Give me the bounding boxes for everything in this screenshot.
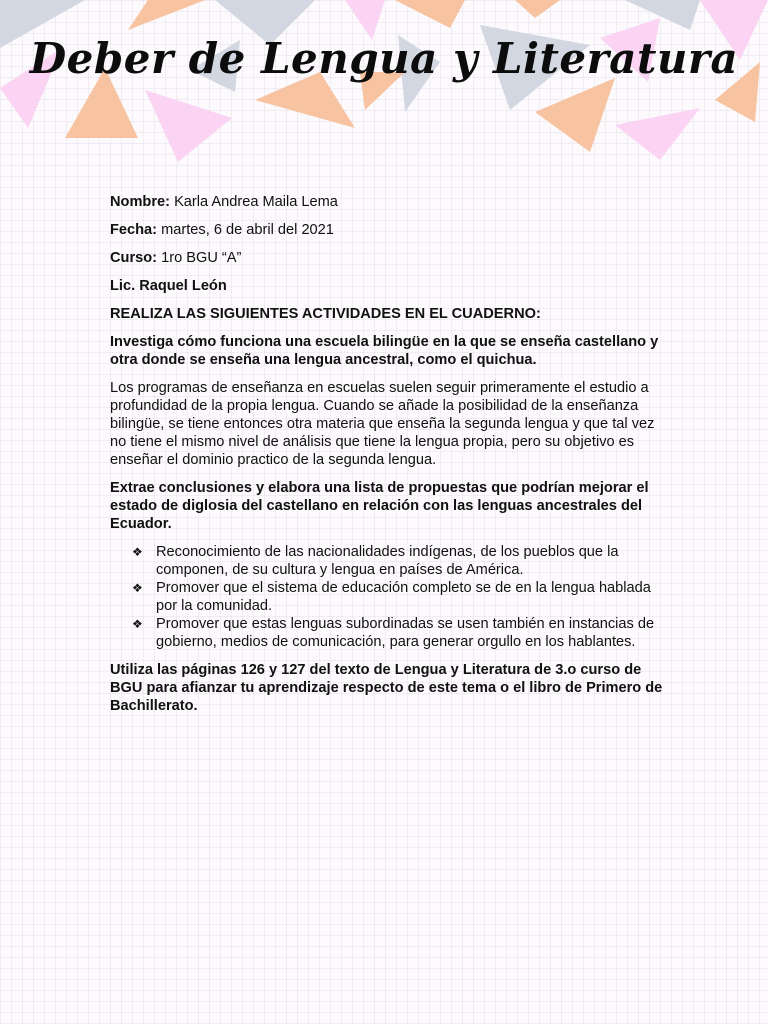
- triangle-gray: [625, 0, 700, 30]
- document-title: Deber de Lengua y Literatura: [29, 34, 739, 83]
- instruction-heading: REALIZA LAS SIGUIENTES ACTIVIDADES EN EL CUADERNO:: [110, 306, 541, 322]
- decorative-triangle-banner: [0, 0, 768, 175]
- field-nombre: [110, 193, 670, 211]
- proposal-text: Promover que el sistema de educación completo se de en la lengua hablada por la comunidad.: [156, 580, 651, 614]
- triangle-pink: [145, 90, 232, 162]
- field-label: Curso:: [110, 250, 158, 266]
- field-fecha: [110, 221, 670, 239]
- list-item: [110, 579, 670, 615]
- field-label: Nombre:: [110, 194, 170, 210]
- list-item: [110, 615, 670, 651]
- answer-1: Los programas de enseñanza en escuelas suelen seguir primeramente el estudio a profundidad de la propia lengua. Cuando se añade la posibilidad de la enseñanza bilingüe, se tiene entonces otra materia que enseña la segunda lengua y que tal vez no tiene el mismo nivel de análisis que tiene la lengua propia, pero su objetivo es enseñar el dominio practico de la segunda lengua.: [110, 380, 655, 468]
- triangle-peach: [535, 78, 615, 152]
- triangle-peach: [395, 0, 465, 28]
- diamond-bullet-icon: ❖: [132, 581, 143, 595]
- document-body: [110, 193, 670, 725]
- teacher-name: Lic. Raquel León: [110, 278, 227, 294]
- field-curso: [110, 249, 670, 267]
- diamond-bullet-icon: ❖: [132, 617, 143, 631]
- question-2: Extrae conclusiones y elabora una lista de propuestas que podrían mejorar el estado de diglosia del castellano en relación con las lenguas ancestrales del Ecuador.: [110, 480, 649, 532]
- question-1: Investiga cómo funciona una escuela bilingüe en la que se enseña castellano y otra donde se enseña una lengua ancestral, como el quichua.: [110, 334, 659, 368]
- field-label: Fecha:: [110, 222, 158, 238]
- proposal-text: Promover que estas lenguas subordinadas se usen también en instancias de gobierno, medios de comunicación, para generar orgullo en los hablantes.: [156, 616, 655, 650]
- question-3: Utiliza las páginas 126 y 127 del texto de Lengua y Literatura de 3.o curso de BGU para afianzar tu aprendizaje respecto de este tema o el libro de Primero de Bachillerato.: [110, 662, 663, 714]
- proposal-list: [110, 543, 670, 651]
- proposal-text: Reconocimiento de las nacionalidades indígenas, de los pueblos que la componen, de su cultura y lengua en países de América.: [156, 544, 619, 578]
- diamond-bullet-icon: ❖: [132, 545, 143, 559]
- triangle-pink: [615, 108, 700, 160]
- list-item: [110, 543, 670, 579]
- field-value: Karla Andrea Maila Lema: [174, 194, 338, 210]
- field-value: 1ro BGU “A”: [161, 250, 242, 266]
- triangle-peach: [515, 0, 560, 18]
- field-value: martes, 6 de abril del 2021: [161, 222, 334, 238]
- triangle-peach: [128, 0, 205, 30]
